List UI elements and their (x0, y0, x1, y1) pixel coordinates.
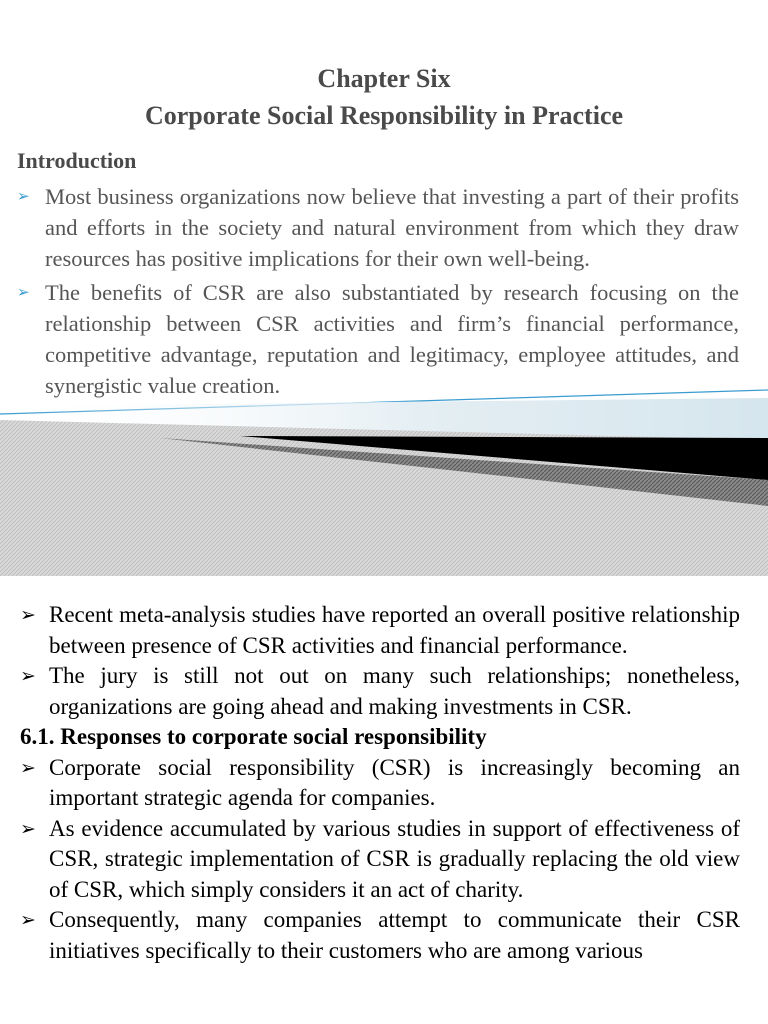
slide-title (0, 60, 768, 134)
list-item (17, 277, 739, 401)
list-item (20, 905, 740, 966)
slide-body (20, 600, 740, 966)
list-item (20, 753, 740, 814)
arrow-bullet-icon: ➢ (17, 283, 30, 301)
arrow-bullet-icon: ➢ (20, 604, 36, 626)
list-item-text: As evidence accumulated by various studies in support of effectiveness of CSR, strategic implementation of CSR is gradually replacing the old view of CSR, which simply considers it an act of charity. (49, 815, 740, 902)
arrow-bullet-icon: ➢ (20, 756, 36, 779)
list-item-text: Most business organizations now believe that investing a part of their profits and efforts in the society and natural environment from which they draw resources has positive implications for their own well-being. (45, 184, 739, 271)
chapter-number: Chapter Six (317, 64, 451, 93)
list-item (20, 814, 740, 906)
section-heading-introduction: Introduction (17, 148, 137, 173)
arrow-bullet-icon: ➢ (17, 187, 30, 205)
list-item-text: The jury is still not out on many such relationships; nonetheless, organizations are going ahead and making investments in CSR. (49, 663, 740, 719)
decorative-band-graphic (0, 380, 768, 576)
slide-csr-responses (0, 576, 768, 1024)
arrow-bullet-icon: ➢ (20, 909, 36, 931)
list-item-text: Corporate social responsibility (CSR) is increasingly becoming an important strategic agenda for companies. (49, 754, 740, 810)
list-item-text: The benefits of CSR are also substantiated by research focusing on the relationship between CSR activities and firm’s financial performance, competitive advantage, reputation and legitimacy, employee attitudes, and synergistic value creation. (45, 280, 739, 398)
arrow-bullet-icon: ➢ (20, 817, 36, 840)
list-item (20, 600, 740, 661)
section-heading: 6.1. Responses to corporate social responsibility (20, 724, 487, 749)
list-item-text: Recent meta-analysis studies have reported an overall positive relationship between presence of CSR activities and financial performance. (49, 602, 740, 658)
intro-bullet-list (17, 181, 739, 404)
list-item-text: Consequently, many companies attempt to communicate their CSR initiatives specifically to their customers who are among various (49, 907, 740, 963)
list-item (17, 181, 739, 274)
list-item (20, 661, 740, 722)
chapter-title: Corporate Social Responsibility in Practice (144, 101, 624, 130)
arrow-bullet-icon: ➢ (20, 665, 36, 687)
